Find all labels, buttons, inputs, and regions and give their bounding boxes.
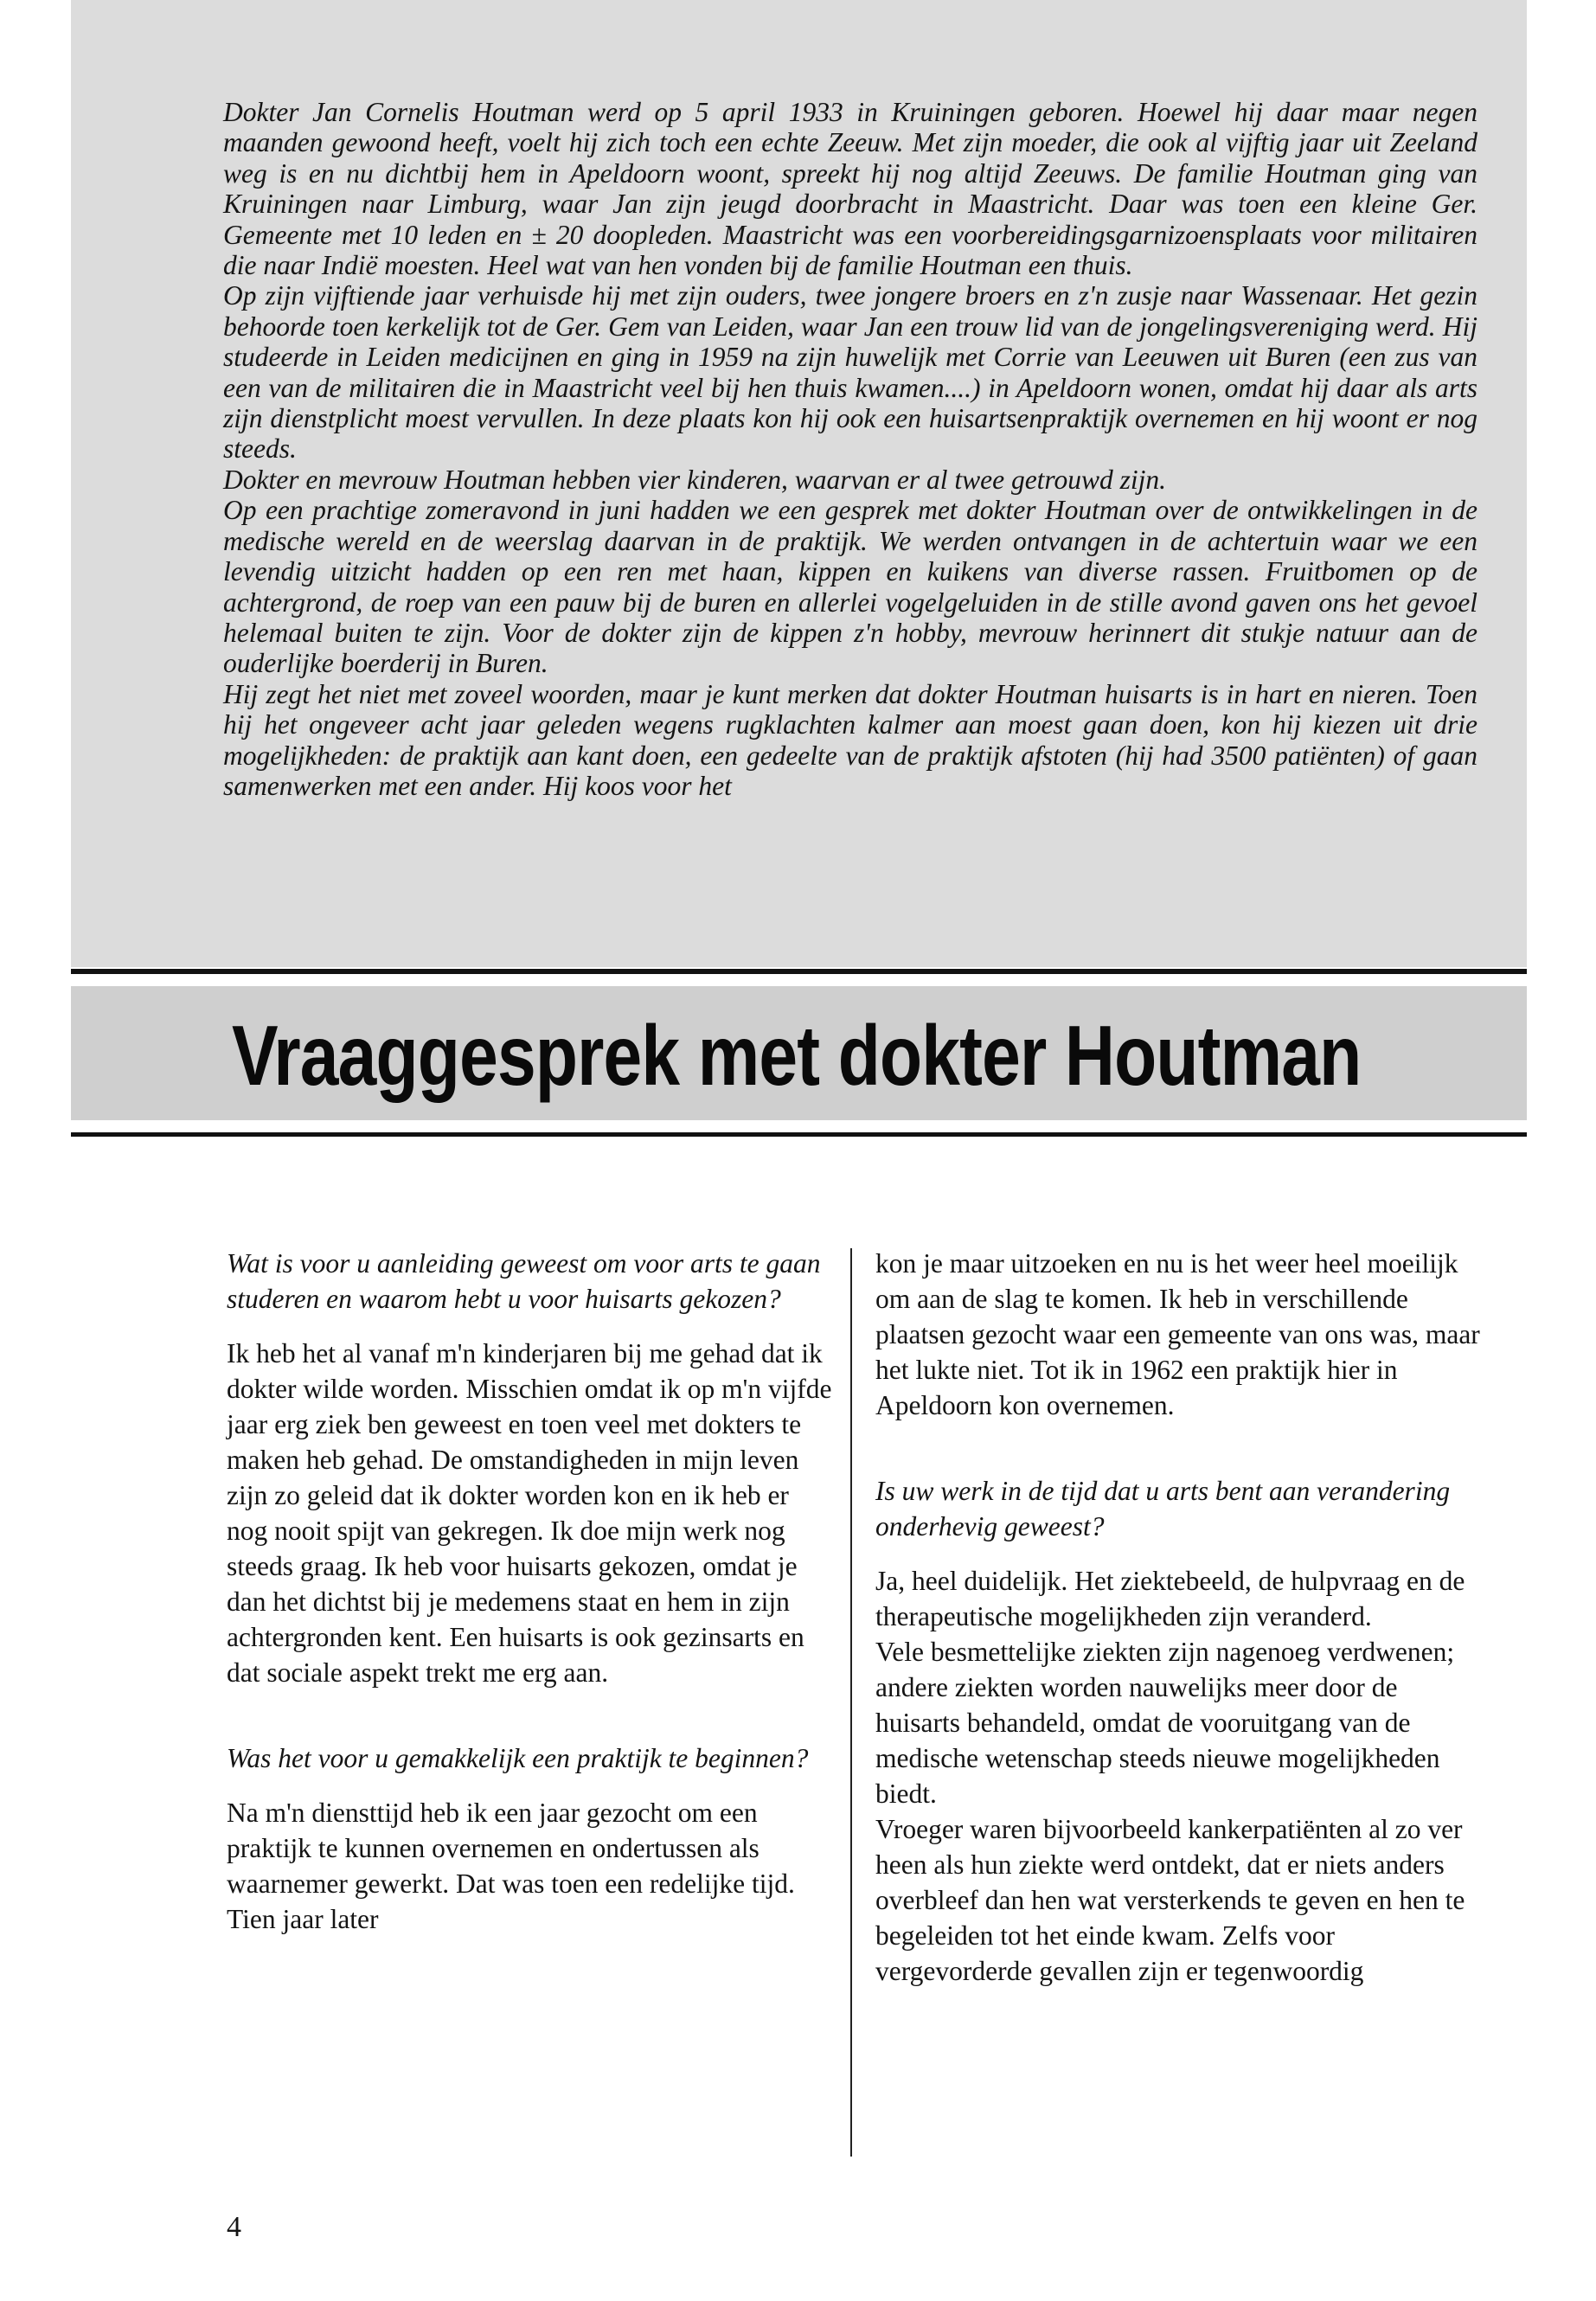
answer-2: Na m'n diensttijd heb ik een jaar gezocht om een praktijk te kunnen overnemen en ondertussen als waarnemer gewerkt. Dat was toen een redelijke tijd. Tien jaar later [227,1798,795,1934]
intro-text [223,97,1477,801]
answer-3-paragraph-3: Vroeger waren bijvoorbeeld kankerpatiënten al zo ver heen als hun ziekte werd ontdekt, dat er niets anders overbleef dan hen wat versterkends te geven en hen te begeleiden tot het einde kwam. Zelfs voor vergevorderde gevallen zijn er tegenwoordig [875,1814,1465,1986]
answer-3-paragraph-2: Vele besmettelijke ziekten zijn nagenoeg verdwenen; andere ziekten worden nauwelijks meer door de huisarts behandeld, omdat de vooruitgang van de medische wetenschap steeds nieuwe mogelijkheden biedt. [875,1637,1455,1809]
title-rule-bottom [71,1132,1527,1137]
answer-2-continued: kon je maar uitzoeken en nu is het weer heel moeilijk om aan de slag te komen. Ik heb in verschillende plaatsen gezocht waar een gemeente van ons was, maar het lukte niet. Tot ik in 1962 een praktijk hier in Apeldoorn kon overnemen. [875,1248,1480,1420]
article-title: Vraaggesprek met dokter Houtman [232,1008,1362,1103]
question-1: Wat is voor u aanleiding geweest om voor arts te gaan studeren en waarom hebt u voor huisarts gekozen? [227,1248,821,1314]
page-number: 4 [227,2211,241,2243]
column-divider [850,1248,852,2157]
title-rule-top [71,969,1527,974]
intro-paragraph-2: Op zijn vijftiende jaar verhuisde hij met zijn ouders, twee jongere broers en z'n zusje naar Wassenaar. Het gezin behoorde toen kerkelijk tot de Ger. Gem van Leiden, waar Jan een trouw lid van de jongelingsvereniging werd. Hij studeerde in Leiden medicijnen en ging in 1959 na zijn huwelijk met Corrie van Leeuwen uit Buren (een zus van een van de militairen die in Maastricht veel bij hen thuis kwamen....) in Apeldoorn wonen, omdat hij daar als arts zijn dienstplicht moest vervullen. In deze plaats kon hij ook een huisartsenpraktijk overnemen en hij woont er nog steeds. [223,280,1477,465]
intro-paragraph-4: Op een prachtige zomeravond in juni hadden we een gesprek met dokter Houtman over de ontwikkelingen in de medische wereld en de weerslag daarvan in de praktijk. We werden ontvangen in de achtertuin waar we een levendig uitzicht hadden op een ren met haan, kippen en kuikens van diverse rassen. Fruitbomen op de achtergrond, de roep van een pauw bij de buren en allerlei vogelgeluiden in de stille avond gaven ons het gevoel helemaal buiten te zijn. Voor de dokter zijn de kippen z'n hobby, mevrouw herinnert dit stukje natuur aan de ouderlijke boerderij in Buren. [223,495,1477,679]
intro-paragraph-3: Dokter en mevrouw Houtman hebben vier kinderen, waarvan er al twee getrouwd zijn. [223,464,1167,495]
question-3: Is uw werk in de tijd dat u arts bent aan verandering onderhevig geweest? [875,1476,1451,1541]
intro-paragraph-1: Dokter Jan Cornelis Houtman werd op 5 april 1933 in Kruiningen geboren. Hoewel hij daar maar negen maanden gewoond heeft, voelt hij zich toch een echte Zeeuw. Met zijn moeder, die ook al vijftig jaar uit Zeeland weg is en nu dichtbij hem in Apeldoorn woont, spreekt hij nog altijd Zeeuws. De familie Houtman ging van Kruiningen naar Limburg, waar Jan zijn jeugd doorbracht in Maastricht. Daar was toen een kleine Ger. Gemeente met 10 leden en ± 20 doopleden. Maastricht was een voorbereidingsgarnizoensplaats voor militairen die naar Indië moesten. Heel wat van hen vonden bij de familie Houtman een thuis. [223,97,1477,281]
intro-paragraph-5: Hij zegt het niet met zoveel woorden, maar je kunt merken dat dokter Houtman huisarts is in hart en nieren. Toen hij het ongeveer acht jaar geleden wegens rugklachten kalmer aan moest gaan doen, kon hij kiezen uit drie mogelijkheden: de praktijk aan kant doen, een gedeelte van de praktijk afstoten (hij had 3500 patiënten) of gaan samenwerken met een ander. Hij koos voor het [223,678,1477,801]
right-column [875,1246,1481,1989]
answer-3-paragraph-1: Ja, heel duidelijk. Het ziektebeeld, de hulpvraag en de therapeutische mogelijkheden zijn veranderd. [875,1566,1465,1631]
left-column [227,1246,832,1937]
question-2: Was het voor u gemakkelijk een praktijk te beginnen? [227,1743,809,1773]
answer-1: Ik heb het al vanaf m'n kinderjaren bij me gehad dat ik dokter wilde worden. Misschien omdat ik op m'n vijfde jaar erg ziek ben geweest en toen veel met dokters te maken heb gehad. De omstandigheden in mijn leven zijn zo geleid dat ik dokter worden kon en ik heb er nog nooit spijt van gekregen. Ik doe mijn werk nog steeds graag. Ik heb voor huisarts gekozen, omdat je dan het dichtst bij je medemens staat en hem in zijn achtergronden kent. Een huisarts is ook gezinsarts en dat sociale aspekt trekt me erg aan. [227,1338,832,1688]
